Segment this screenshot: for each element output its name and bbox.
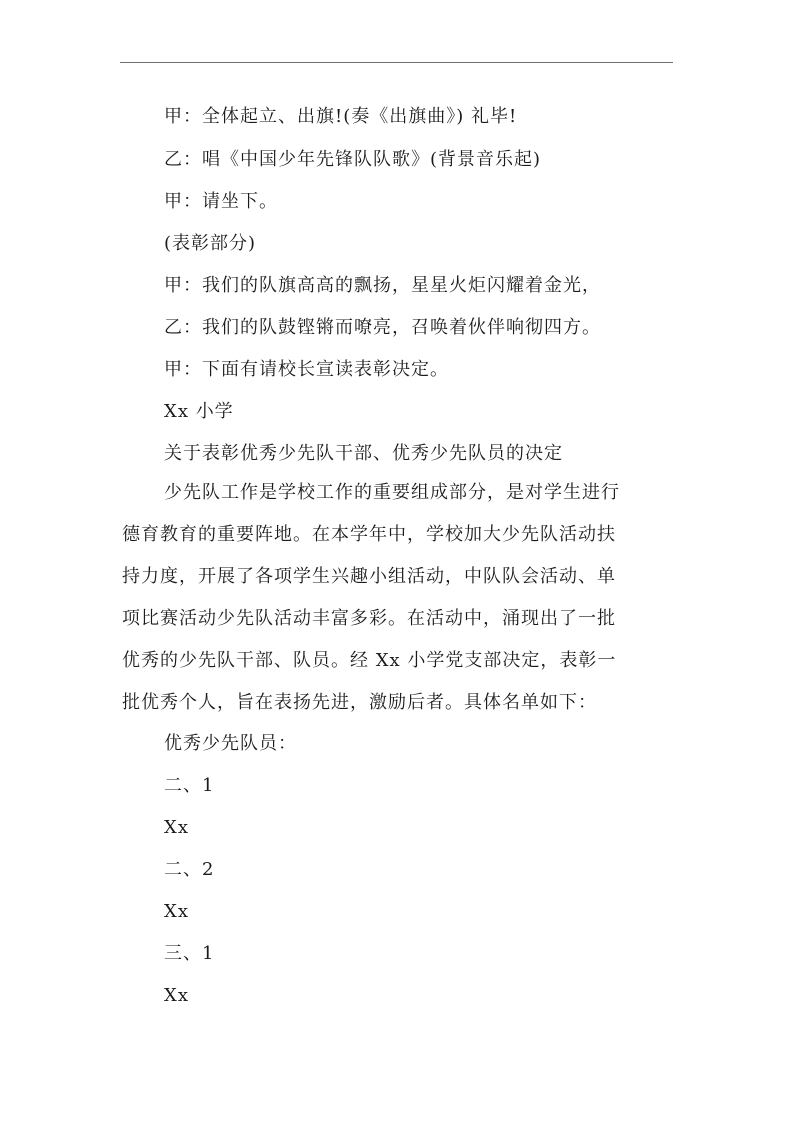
paragraph-line: 项比赛活动少先队活动丰富多彩。在活动中，涌现出了一批 [122,608,616,629]
list-name: Xx [164,817,189,838]
section-heading: (表彰部分) [164,233,257,254]
script-line-2: 乙：唱《中国少年先锋队队歌》(背景音乐起) [164,149,542,170]
script-line-5: 甲：我们的队旗高高的飘扬，星星火炬闪耀着金光， [164,275,601,296]
script-line-7: 甲：下面有请校长宣读表彰决定。 [164,359,449,380]
list-grade: 二、1 [164,775,215,796]
paragraph-line: 批优秀个人，旨在表扬先进，激励后者。具体名单如下： [122,692,597,713]
decision-paragraph [122,478,678,730]
paragraph-line: 德育教育的重要阵地。在本学年中，学校加大少先队活动扶 [122,524,616,545]
script-line-1: 甲：全体起立、出旗!(奏《出旗曲》) 礼毕! [164,106,518,127]
list-name: Xx [164,985,189,1006]
script-line-6: 乙：我们的队鼓铿锵而嘹亮，召唤着伙伴响彻四方。 [164,317,601,338]
list-name: Xx [164,901,189,922]
paragraph-line: 少先队工作是学校工作的重要组成部分，是对学生进行 [164,482,620,503]
paragraph-line: 优秀的少先队干部、队员。经 Xx 小学党支部决定，表彰一 [122,650,617,671]
list-grade: 二、2 [164,859,215,880]
paragraph-line: 持力度，开展了各项学生兴趣小组活动，中队队会活动、单 [122,566,616,587]
header-rule [120,62,673,63]
decision-title: 关于表彰优秀少先队干部、优秀少先队员的决定 [164,443,563,464]
school-name: Xx 小学 [164,401,234,422]
list-grade: 三、1 [164,943,215,964]
list-heading: 优秀少先队员： [164,733,297,754]
script-line-3: 甲：请坐下。 [164,191,278,212]
